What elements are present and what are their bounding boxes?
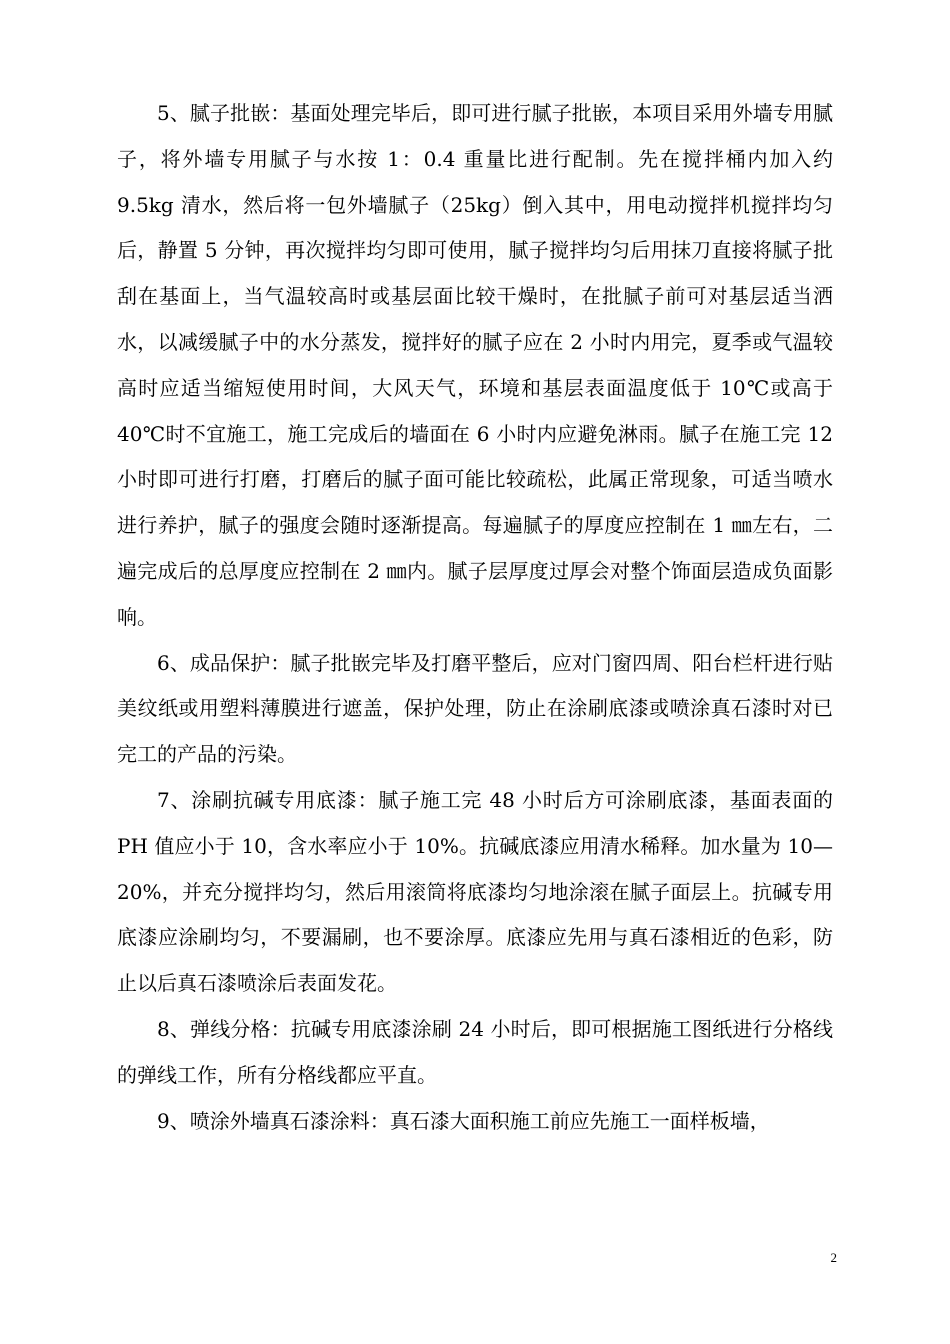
paragraph-alkali-primer: 7、涂刷抗碱专用底漆：腻子施工完 48 小时后方可涂刷底漆，基面表面的 PH 值应小于 10，含水率应小于 10%。抗碱底漆应用清水稀释。加水量为 10—20%，并充分搅拌均匀，然后用滚筒将底漆均匀地涂滚在腻子面层上。抗碱专用底漆应涂刷均匀，不要漏刷，也不要涂厚。底漆应先用与真石漆相近的色彩，防止以后真石漆喷涂后表面发花。 (117, 787, 833, 996)
page-number: 2 (830, 1250, 837, 1265)
paragraph-putty-application: 5、腻子批嵌：基面处理完毕后，即可进行腻子批嵌，本项目采用外墙专用腻子，将外墙专用腻子与水按 1：0.4 重量比进行配制。先在搅拌桶内加入约 9.5kg 清水，然后将一包外墙腻子（25kg）倒入其中，用电动搅拌机搅拌均匀后，静置 5 分钟，再次搅拌均匀即可使用，腻子搅拌均匀后用抹刀直接将腻子批刮在基面上，当气温较高时或基层面比较干燥时，在批腻子前可对基层适当洒水，以减缓腻子中的水分蒸发，搅拌好的腻子应在 2 小时内用完，夏季或气温较高时应适当缩短使用时间，大风天气，环境和基层表面温度低于 10℃或高于 40℃时不宜施工，施工完成后的墙面在 6 小时内应避免淋雨。腻子在施工完 12 小时即可进行打磨，打磨后的腻子面可能比较疏松，此属正常现象，可适当喷水进行养护，腻子的强度会随时逐渐提高。每遍腻子的厚度应控制在 1 ㎜左右，二遍完成后的总厚度应控制在 2 ㎜内。腻子层厚度过厚会对整个饰面层造成负面影响。 (117, 101, 833, 629)
document-body (117, 91, 833, 1144)
paragraph-product-protection: 6、成品保护：腻子批嵌完毕及打磨平整后，应对门窗四周、阳台栏杆进行贴美纹纸或用塑料薄膜进行遮盖，保护处理，防止在涂刷底漆或喷涂真石漆时对已完工的产品的污染。 (117, 650, 833, 767)
paragraph-line-division: 8、弹线分格：抗碱专用底漆涂刷 24 小时后，即可根据施工图纸进行分格线的弹线工作，所有分格线都应平直。 (117, 1016, 833, 1087)
paragraph-stone-paint-spraying: 9、喷涂外墙真石漆涂料：真石漆大面积施工前应先施工一面样板墙， (157, 1108, 770, 1133)
